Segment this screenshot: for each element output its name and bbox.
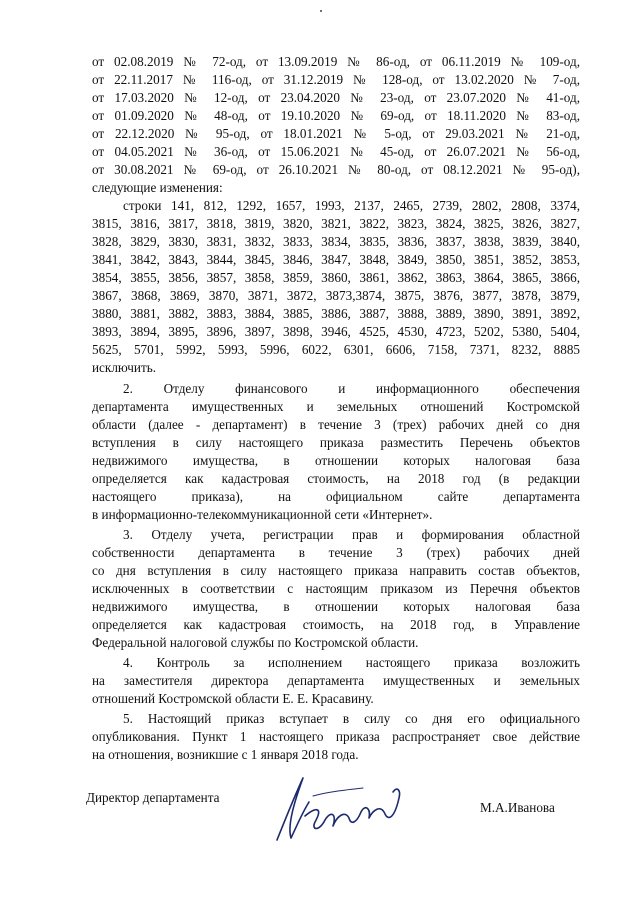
text-line: отношений Костромской области Е. Е. Красавину. — [92, 691, 374, 706]
text-line: 3854, 3855, 3856, 3857, 3858, 3859, 3860, 3861, 3862, 3863, 3864, 3865, 3866, — [92, 270, 580, 285]
text-line: исключить. — [92, 360, 157, 375]
text-line: определяется как кадастровая стоимость, на 2018 год, в Управление — [92, 617, 580, 632]
text-line: от 22.11.2017 № 116-од, от 31.12.2019 № 128-од, от 13.02.2020 № 7-од, — [92, 72, 580, 87]
text-line: на заместителя директора департамента имущественных и земельных — [92, 673, 580, 688]
text-line: недвижимого имущества, в отношении которых налоговая база — [92, 599, 580, 614]
text-line: вступления в силу настоящего приказа разместить Перечень объектов — [92, 435, 580, 450]
text-line: 3815, 3816, 3817, 3818, 3819, 3820, 3821, 3822, 3823, 3824, 3825, 3826, 3827, — [92, 216, 580, 231]
text-line: от 02.08.2019 № 72-од, от 13.09.2019 № 86-од, от 06.11.2019 № 109-од, — [92, 54, 580, 69]
text-line: строки 141, 812, 1292, 1657, 1993, 2137, 2465, 2739, 2802, 2808, 3374, — [123, 198, 580, 213]
text-line: департамента имущественных и земельных отношений Костромской — [92, 399, 580, 414]
text-line: от 22.12.2020 № 95-од, от 18.01.2021 № 5-од, от 29.03.2021 № 21-од, — [92, 126, 580, 141]
text-line: 3893, 3894, 3895, 3896, 3897, 3898, 3946, 4525, 4530, 4723, 5202, 5380, 5404, — [92, 324, 580, 339]
text-line: от 17.03.2020 № 12-од, от 23.04.2020 № 23-од, от 23.07.2020 № 41-од, — [92, 90, 580, 105]
text-line: от 04.05.2021 № 36-од, от 15.06.2021 № 45-од, от 26.07.2021 № 56-од, — [92, 144, 580, 159]
text-line: настоящего приказа), на официальном сайте департамента — [92, 489, 580, 504]
text-line: исключенных в соответствии с настоящим приказом из Перечня объектов — [92, 581, 580, 596]
text-line: от 01.09.2020 № 48-од, от 19.10.2020 № 69-од, от 18.11.2020 № 83-од, — [92, 108, 580, 123]
text-line: 5. Настоящий приказ вступает в силу со дня его официального — [123, 711, 580, 726]
scan-speck — [320, 10, 322, 12]
text-line: собственности департамента в течение 3 (трех) рабочих дней — [92, 545, 580, 560]
handwritten-signature — [265, 770, 405, 850]
text-line: области (далее - департамент) в течение 3 (трех) рабочих дней со дня — [92, 417, 580, 432]
text-line: 3867, 3868, 3869, 3870, 3871, 3872, 3873,3874, 3875, 3876, 3877, 3878, 3879, — [92, 288, 580, 303]
text-line: Федеральной налоговой службы по Костромской области. — [92, 635, 419, 650]
text-line: недвижимого имущества, в отношении которых налоговая база — [92, 453, 580, 468]
text-line: на отношения, возникшие с 1 января 2018 года. — [92, 747, 359, 762]
text-line: определяется как кадастровая стоимость, на 2018 год (в редакции — [92, 471, 580, 486]
text-line: в информационно-телекоммуникационной сети «Интернет». — [92, 507, 433, 522]
text-line: следующие изменения: — [92, 180, 223, 195]
text-line: 3828, 3829, 3830, 3831, 3832, 3833, 3834, 3835, 3836, 3837, 3838, 3839, 3840, — [92, 234, 580, 249]
text-line: 3. Отделу учета, регистрации прав и формирования областной — [123, 527, 580, 542]
text-line: 3880, 3881, 3882, 3883, 3884, 3885, 3886, 3887, 3888, 3889, 3890, 3891, 3892, — [92, 306, 580, 321]
text-line: 3841, 3842, 3843, 3844, 3845, 3846, 3847, 3848, 3849, 3850, 3851, 3852, 3853, — [92, 252, 580, 267]
text-line: опубликования. Пункт 1 настоящего приказа распространяет свое действие — [92, 729, 580, 744]
text-line: 2. Отделу финансового и информационного обеспечения — [123, 381, 580, 396]
text-line: от 30.08.2021 № 69-од, от 26.10.2021 № 80-од, от 08.12.2021 № 95-од), — [92, 162, 580, 177]
signatory-name: М.А.Иванова — [480, 800, 555, 815]
text-line: со дня вступления в силу настоящего приказа направить состав объектов, — [92, 563, 580, 578]
signatory-title: Директор департамента — [86, 790, 220, 805]
text-line: 4. Контроль за исполнением настоящего приказа возложить — [123, 655, 580, 670]
text-line: 5625, 5701, 5992, 5993, 5996, 6022, 6301, 6606, 7158, 7371, 8232, 8885 — [92, 342, 580, 357]
